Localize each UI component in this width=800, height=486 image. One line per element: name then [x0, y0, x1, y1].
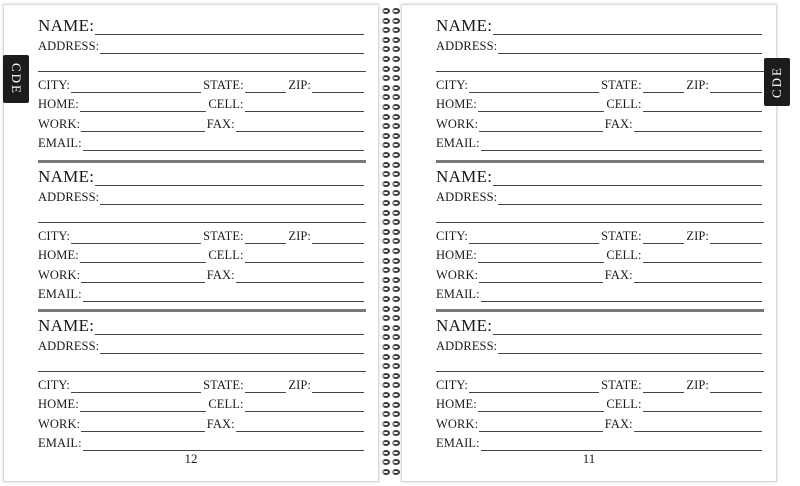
spiral-coil — [392, 66, 400, 72]
spiral-coil — [392, 382, 400, 388]
right-page — [401, 4, 777, 482]
state-label: STATE: — [203, 378, 244, 392]
city-label: CITY: — [436, 78, 468, 92]
spiral-coil — [382, 200, 390, 206]
home-cell-row — [38, 98, 366, 112]
name-row — [436, 17, 764, 35]
email-row — [38, 137, 366, 151]
spiral-coil — [392, 402, 400, 408]
fax-field[interactable] — [236, 282, 364, 283]
city-field[interactable] — [469, 243, 599, 244]
spiral-coil — [382, 210, 390, 216]
address-entry — [4, 5, 378, 155]
spiral-coil — [382, 354, 390, 360]
work-label: WORK: — [38, 117, 81, 131]
spiral-coil — [392, 114, 400, 120]
zip-field[interactable] — [710, 243, 762, 244]
address-entry — [402, 5, 776, 155]
spiral-coil — [392, 411, 400, 417]
name-field[interactable] — [493, 185, 762, 186]
work-label: WORK: — [436, 417, 479, 431]
city-label: CITY: — [38, 229, 70, 243]
home-field[interactable] — [80, 111, 207, 112]
name-field[interactable] — [95, 334, 364, 335]
spiral-coil — [382, 459, 390, 465]
zip-label: ZIP: — [686, 78, 709, 92]
email-label: EMAIL: — [436, 287, 480, 301]
address-entry — [402, 305, 776, 455]
home-cell-row — [38, 398, 366, 412]
home-label: HOME: — [38, 397, 79, 411]
spiral-coil — [392, 354, 400, 360]
entry-separator — [38, 309, 366, 312]
city-state-zip-row — [38, 79, 366, 93]
email-label: EMAIL: — [38, 436, 82, 450]
spiral-coil — [382, 450, 390, 456]
home-field[interactable] — [80, 262, 207, 263]
spiral-coil — [392, 440, 400, 446]
spiral-coil — [392, 306, 400, 312]
spiral-coil — [392, 392, 400, 398]
spiral-coil — [392, 325, 400, 331]
spiral-coil — [382, 18, 390, 24]
spiral-coil — [382, 363, 390, 369]
cell-label: CELL: — [606, 97, 642, 111]
spiral-coil — [382, 66, 390, 72]
spiral-coil — [382, 258, 390, 264]
spiral-coil — [382, 75, 390, 81]
spiral-coil — [392, 37, 400, 43]
name-label: NAME: — [38, 167, 95, 186]
state-field[interactable] — [643, 243, 685, 244]
home-cell-row — [436, 98, 764, 112]
address-entry — [4, 156, 378, 306]
fax-field[interactable] — [634, 282, 762, 283]
spiral-coil — [392, 373, 400, 379]
city-field[interactable] — [71, 243, 201, 244]
name-row — [436, 168, 764, 186]
fax-label: FAX: — [604, 417, 633, 431]
city-state-zip-row — [38, 230, 366, 244]
spiral-binding — [380, 0, 400, 486]
email-row — [38, 288, 366, 302]
address-field[interactable] — [498, 204, 762, 205]
city-label: CITY: — [436, 229, 468, 243]
spiral-coil — [392, 123, 400, 129]
home-label: HOME: — [436, 97, 477, 111]
cell-field[interactable] — [245, 111, 364, 112]
name-label: NAME: — [38, 16, 95, 35]
city-label: CITY: — [38, 378, 70, 392]
spiral-coil — [382, 238, 390, 244]
zip-field[interactable] — [312, 92, 364, 93]
address-entry — [4, 305, 378, 455]
spiral-coil — [382, 286, 390, 292]
index-tab-cde[interactable] — [3, 55, 29, 103]
home-field[interactable] — [80, 411, 207, 412]
name-row — [38, 17, 366, 35]
fax-label: FAX: — [604, 117, 633, 131]
spiral-coil — [382, 469, 390, 475]
spiral-coil — [392, 46, 400, 52]
work-label: WORK: — [436, 117, 479, 131]
spiral-coil — [392, 469, 400, 475]
spiral-coil — [392, 267, 400, 273]
spiral-coil — [382, 421, 390, 427]
home-field[interactable] — [478, 411, 605, 412]
fax-field[interactable] — [236, 431, 364, 432]
address-field[interactable] — [498, 53, 762, 54]
fax-label: FAX: — [206, 268, 235, 282]
address-label: ADDRESS: — [436, 339, 498, 353]
address-field[interactable] — [100, 353, 364, 354]
home-label: HOME: — [38, 97, 79, 111]
city-state-zip-row — [436, 79, 764, 93]
address-label: ADDRESS: — [38, 339, 100, 353]
spiral-coil — [382, 152, 390, 158]
address-line-2[interactable] — [436, 222, 764, 223]
home-field[interactable] — [478, 111, 605, 112]
spiral-coil — [382, 162, 390, 168]
zip-label: ZIP: — [686, 378, 709, 392]
index-tab-label: CDE — [769, 66, 784, 98]
fax-field[interactable] — [634, 431, 762, 432]
left-page — [3, 4, 379, 482]
spiral-coil — [392, 286, 400, 292]
index-tab-cde[interactable] — [764, 58, 790, 106]
spiral-coil — [382, 267, 390, 273]
name-label: NAME: — [436, 167, 493, 186]
name-label: NAME: — [38, 316, 95, 335]
address-row — [38, 40, 366, 54]
work-label: WORK: — [436, 268, 479, 282]
spiral-coil — [392, 421, 400, 427]
spiral-coil — [382, 142, 390, 148]
page-number: 11 — [582, 451, 596, 466]
name-label: NAME: — [436, 316, 493, 335]
state-field[interactable] — [245, 243, 287, 244]
name-field[interactable] — [95, 185, 364, 186]
spiral-coil — [382, 8, 390, 14]
spiral-coil — [382, 190, 390, 196]
name-row — [436, 317, 764, 335]
address-line-2[interactable] — [38, 222, 366, 223]
spiral-coil — [392, 133, 400, 139]
name-label: NAME: — [436, 16, 493, 35]
cell-label: CELL: — [606, 248, 642, 262]
spiral-coil — [392, 258, 400, 264]
zip-field[interactable] — [710, 392, 762, 393]
spiral-coil — [382, 171, 390, 177]
email-row — [436, 288, 764, 302]
fax-field[interactable] — [634, 131, 762, 132]
address-label: ADDRESS: — [38, 190, 100, 204]
cell-field[interactable] — [643, 411, 762, 412]
work-fax-row — [436, 418, 764, 432]
state-label: STATE: — [601, 229, 642, 243]
work-fax-row — [436, 118, 764, 132]
name-row — [38, 168, 366, 186]
state-field[interactable] — [245, 92, 287, 93]
cell-field[interactable] — [245, 262, 364, 263]
cell-field[interactable] — [245, 411, 364, 412]
city-state-zip-row — [38, 379, 366, 393]
spiral-coil — [392, 334, 400, 340]
entry-separator — [38, 160, 366, 163]
spiral-coil — [392, 210, 400, 216]
cell-label: CELL: — [208, 397, 244, 411]
cell-label: CELL: — [208, 97, 244, 111]
spiral-coil — [392, 219, 400, 225]
cell-field[interactable] — [643, 262, 762, 263]
spiral-coil — [382, 296, 390, 302]
email-label: EMAIL: — [436, 436, 480, 450]
city-label: CITY: — [38, 78, 70, 92]
work-field[interactable] — [81, 131, 205, 132]
address-field[interactable] — [498, 353, 762, 354]
home-cell-row — [436, 398, 764, 412]
spiral-coil — [382, 85, 390, 91]
spiral-coil — [392, 277, 400, 283]
address-field[interactable] — [100, 53, 364, 54]
zip-label: ZIP: — [288, 378, 311, 392]
spiral-coil — [382, 344, 390, 350]
city-field[interactable] — [469, 392, 599, 393]
name-row — [38, 317, 366, 335]
spiral-coil — [392, 94, 400, 100]
work-field[interactable] — [479, 431, 603, 432]
state-field[interactable] — [245, 392, 287, 393]
spiral-coil — [392, 430, 400, 436]
email-field[interactable] — [83, 150, 364, 151]
work-label: WORK: — [38, 417, 81, 431]
spiral-coil — [382, 27, 390, 33]
address-row — [38, 191, 366, 205]
entry-separator — [436, 309, 764, 312]
spiral-coil — [392, 142, 400, 148]
state-field[interactable] — [643, 92, 685, 93]
work-fax-row — [38, 418, 366, 432]
spiral-coil — [392, 56, 400, 62]
spiral-coil — [382, 430, 390, 436]
zip-field[interactable] — [312, 392, 364, 393]
email-field[interactable] — [481, 301, 762, 302]
spiral-coil — [382, 373, 390, 379]
home-label: HOME: — [38, 248, 79, 262]
address-label: ADDRESS: — [436, 190, 498, 204]
fax-label: FAX: — [206, 417, 235, 431]
spiral-coil — [392, 75, 400, 81]
spiral-coil — [382, 315, 390, 321]
city-label: CITY: — [436, 378, 468, 392]
work-label: WORK: — [38, 268, 81, 282]
cell-label: CELL: — [606, 397, 642, 411]
email-label: EMAIL: — [38, 136, 82, 150]
work-field[interactable] — [81, 431, 205, 432]
entry-separator — [436, 160, 764, 163]
home-cell-row — [436, 249, 764, 263]
spiral-coil — [392, 296, 400, 302]
address-label: ADDRESS: — [436, 39, 498, 53]
spiral-coil — [382, 382, 390, 388]
name-field[interactable] — [493, 34, 762, 35]
spiral-coil — [392, 18, 400, 24]
spiral-coil — [392, 238, 400, 244]
email-row — [436, 437, 764, 451]
spiral-coil — [382, 411, 390, 417]
page-number: 12 — [184, 451, 198, 466]
spiral-coil — [382, 325, 390, 331]
address-line-2[interactable] — [38, 371, 366, 372]
spiral-coil — [382, 392, 390, 398]
city-state-zip-row — [436, 230, 764, 244]
work-fax-row — [38, 118, 366, 132]
spiral-coil — [392, 248, 400, 254]
work-field[interactable] — [479, 131, 603, 132]
spiral-coil — [392, 450, 400, 456]
home-label: HOME: — [436, 397, 477, 411]
spiral-coil — [382, 133, 390, 139]
spiral-coil — [382, 114, 390, 120]
zip-field[interactable] — [312, 243, 364, 244]
spiral-coil — [382, 123, 390, 129]
cell-label: CELL: — [208, 248, 244, 262]
email-field[interactable] — [83, 301, 364, 302]
state-label: STATE: — [601, 378, 642, 392]
zip-label: ZIP: — [686, 229, 709, 243]
spiral-coil — [392, 344, 400, 350]
spiral-coil — [392, 104, 400, 110]
spiral-coil — [382, 56, 390, 62]
address-label: ADDRESS: — [38, 39, 100, 53]
home-field[interactable] — [478, 262, 605, 263]
spiral-coil — [392, 171, 400, 177]
spiral-coil — [382, 37, 390, 43]
spiral-coil — [392, 162, 400, 168]
zip-label: ZIP: — [288, 78, 311, 92]
address-row — [436, 191, 764, 205]
email-label: EMAIL: — [38, 287, 82, 301]
email-row — [38, 437, 366, 451]
spiral-coil — [382, 229, 390, 235]
spiral-coil — [382, 181, 390, 187]
city-state-zip-row — [436, 379, 764, 393]
cell-field[interactable] — [643, 111, 762, 112]
address-line-2[interactable] — [436, 371, 764, 372]
spiral-coil — [382, 104, 390, 110]
address-row — [436, 340, 764, 354]
spiral-coil — [392, 181, 400, 187]
state-label: STATE: — [203, 78, 244, 92]
spiral-coil — [392, 315, 400, 321]
spiral-coil — [382, 219, 390, 225]
name-field[interactable] — [493, 334, 762, 335]
address-field[interactable] — [100, 204, 364, 205]
spiral-coil — [382, 94, 390, 100]
spiral-coil — [392, 152, 400, 158]
spiral-coil — [392, 27, 400, 33]
work-field[interactable] — [81, 282, 205, 283]
spiral-coil — [392, 363, 400, 369]
index-tab-label: CDE — [9, 63, 24, 95]
email-field[interactable] — [481, 150, 762, 151]
spiral-coil — [392, 200, 400, 206]
spiral-coil — [382, 277, 390, 283]
name-field[interactable] — [95, 34, 364, 35]
spiral-coil — [392, 8, 400, 14]
spiral-coil — [392, 190, 400, 196]
city-field[interactable] — [71, 392, 201, 393]
address-row — [38, 340, 366, 354]
email-label: EMAIL: — [436, 136, 480, 150]
fax-label: FAX: — [604, 268, 633, 282]
work-fax-row — [436, 269, 764, 283]
home-label: HOME: — [436, 248, 477, 262]
address-line-2[interactable] — [38, 71, 366, 72]
spiral-coil — [382, 334, 390, 340]
address-line-2[interactable] — [436, 71, 764, 72]
work-field[interactable] — [479, 282, 603, 283]
spiral-coil — [382, 306, 390, 312]
fax-label: FAX: — [206, 117, 235, 131]
spiral-coil — [392, 459, 400, 465]
address-row — [436, 40, 764, 54]
zip-field[interactable] — [710, 92, 762, 93]
spiral-coil — [382, 248, 390, 254]
zip-label: ZIP: — [288, 229, 311, 243]
fax-field[interactable] — [236, 131, 364, 132]
work-fax-row — [38, 269, 366, 283]
state-label: STATE: — [601, 78, 642, 92]
spiral-coil — [382, 402, 390, 408]
city-field[interactable] — [71, 92, 201, 93]
spiral-coil — [382, 440, 390, 446]
email-row — [436, 137, 764, 151]
home-cell-row — [38, 249, 366, 263]
state-label: STATE: — [203, 229, 244, 243]
address-entry — [402, 156, 776, 306]
spiral-coil — [392, 85, 400, 91]
state-field[interactable] — [643, 392, 685, 393]
spiral-coil — [392, 229, 400, 235]
spiral-coil — [382, 46, 390, 52]
city-field[interactable] — [469, 92, 599, 93]
